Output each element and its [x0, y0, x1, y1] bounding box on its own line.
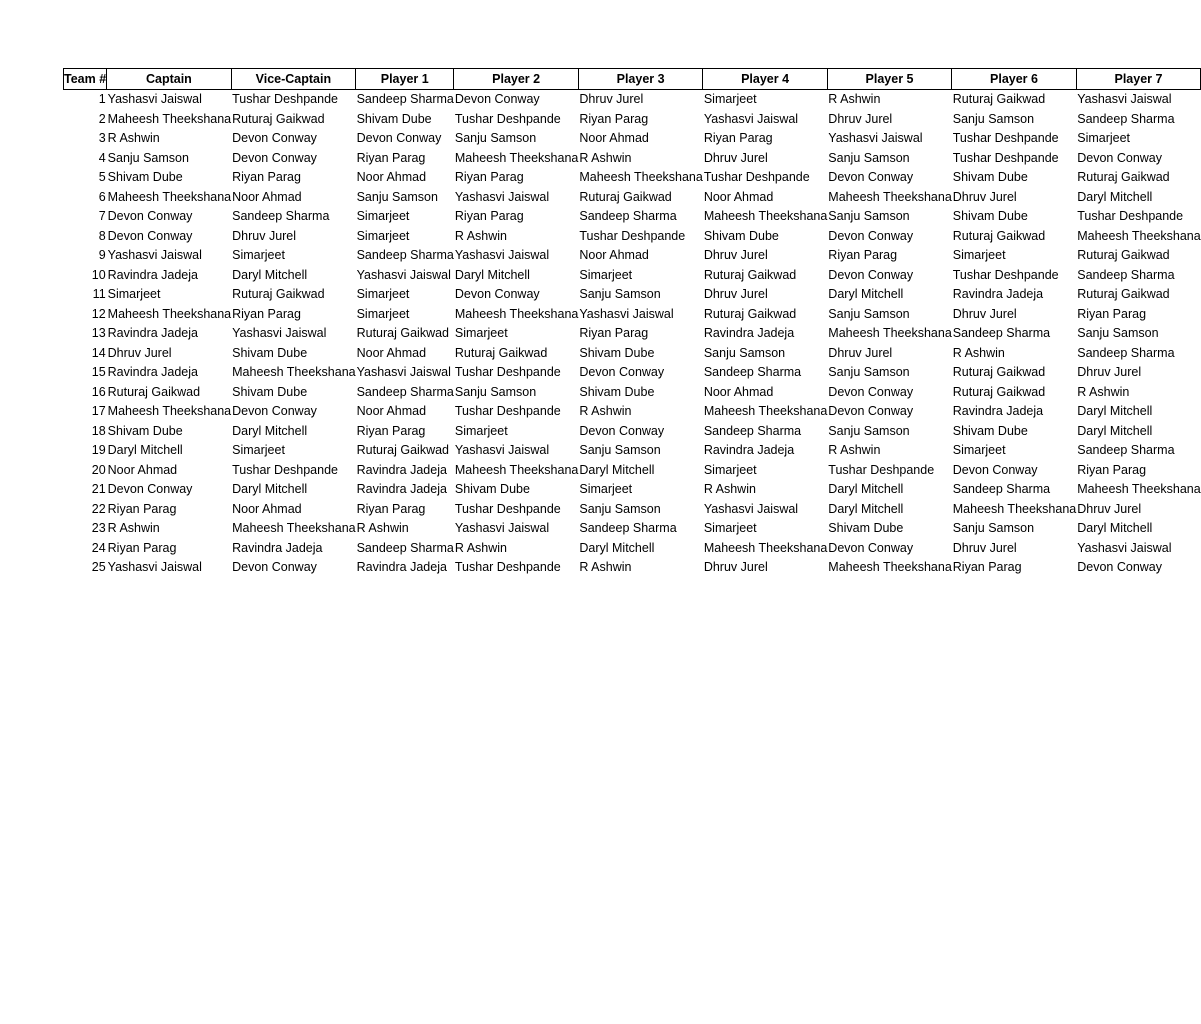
table-cell: Maheesh Theekshana — [828, 560, 952, 575]
table-cell: Ravindra Jadeja — [107, 326, 198, 341]
table-cell: Noor Ahmad — [579, 131, 649, 146]
table-cell: Daryl Mitchell — [828, 482, 904, 497]
table-cell: Dhruv Jurel — [952, 189, 1017, 204]
team-number-cell: 2 — [98, 111, 106, 126]
table-row — [64, 168, 1201, 188]
table-row — [64, 324, 1201, 344]
table-cell: Sanju Samson — [454, 384, 537, 399]
table-cell: Devon Conway — [232, 131, 317, 146]
table-cell: Maheesh Theekshana — [107, 189, 232, 204]
table-cell: Shivam Dube — [454, 482, 530, 497]
header-player-1: Player 1 — [356, 69, 454, 90]
table-cell: Yashasvi Jaiswal — [454, 443, 550, 458]
table-cell: Noor Ahmad — [703, 384, 774, 399]
table-cell: Daryl Mitchell — [828, 287, 904, 302]
table-cell: Sandeep Sharma — [579, 209, 677, 224]
header-vice-captain: Vice-Captain — [231, 69, 355, 90]
table-cell: Riyan Parag — [454, 209, 524, 224]
spreadsheet — [63, 68, 1201, 578]
table-cell: Sanju Samson — [828, 306, 910, 321]
table-cell: Sandeep Sharma — [579, 521, 677, 536]
table-cell: R Ashwin — [579, 404, 632, 419]
table-cell: Daryl Mitchell — [232, 267, 308, 282]
team-number-cell: 19 — [91, 443, 106, 458]
table-cell: Sanju Samson — [828, 209, 910, 224]
table-cell: Noor Ahmad — [356, 345, 427, 360]
table-cell: Sanju Samson — [828, 423, 910, 438]
table-cell: Tushar Deshpande — [232, 462, 338, 477]
table-cell: Shivam Dube — [356, 111, 432, 126]
table-cell: Riyan Parag — [1077, 306, 1147, 321]
table-cell: Ravindra Jadeja — [703, 326, 795, 341]
table-cell: Maheesh Theekshana — [454, 150, 579, 165]
table-cell: Simarjeet — [1077, 131, 1131, 146]
table-cell: Daryl Mitchell — [1077, 404, 1153, 419]
header-row — [64, 69, 1201, 90]
table-cell: Sandeep Sharma — [356, 248, 454, 263]
table-cell: Devon Conway — [952, 462, 1038, 477]
table-row — [64, 90, 1201, 110]
table-cell: R Ashwin — [579, 560, 632, 575]
table-cell: Simarjeet — [454, 326, 508, 341]
table-cell: Ruturaj Gaikwad — [703, 306, 797, 321]
team-number-cell: 13 — [91, 326, 106, 341]
table-cell: Dhruv Jurel — [703, 248, 768, 263]
table-cell: Dhruv Jurel — [952, 306, 1017, 321]
table-cell: Shivam Dube — [952, 423, 1028, 438]
table-cell: Daryl Mitchell — [1077, 423, 1153, 438]
table-cell: Noor Ahmad — [232, 501, 302, 516]
table-cell: Tushar Deshpande — [454, 404, 561, 419]
team-number-cell: 20 — [91, 462, 106, 477]
table-cell: Maheesh Theekshana — [454, 306, 579, 321]
team-number-cell: 9 — [98, 248, 106, 263]
team-number-cell: 25 — [91, 560, 106, 575]
table-cell: Sandeep Sharma — [952, 326, 1051, 341]
table-row — [64, 129, 1201, 149]
table-cell: Dhruv Jurel — [703, 560, 768, 575]
table-cell: Riyan Parag — [579, 326, 649, 341]
table-cell: Shivam Dube — [232, 345, 308, 360]
table-cell: Ravindra Jadeja — [232, 540, 323, 555]
table-cell: Yashasvi Jaiswal — [454, 248, 550, 263]
table-row — [64, 285, 1201, 305]
table-cell: Dhruv Jurel — [579, 92, 644, 107]
table-cell: Ravindra Jadeja — [107, 267, 198, 282]
table-cell: Ravindra Jadeja — [356, 560, 447, 575]
table-cell: Daryl Mitchell — [828, 501, 904, 516]
table-cell: Riyan Parag — [356, 501, 426, 516]
table-cell: Maheesh Theekshana — [579, 170, 703, 185]
table-cell: Simarjeet — [232, 443, 285, 458]
table-cell: R Ashwin — [828, 443, 881, 458]
table-row — [64, 363, 1201, 383]
table-cell: Dhruv Jurel — [703, 287, 768, 302]
table-cell: Yashasvi Jaiswal — [454, 521, 550, 536]
table-cell: Maheesh Theekshana — [107, 111, 232, 126]
header-player-3: Player 3 — [578, 69, 702, 90]
table-row — [64, 539, 1201, 559]
table-cell: Maheesh Theekshana — [454, 462, 579, 477]
table-body — [64, 90, 1201, 578]
table-cell: Riyan Parag — [107, 540, 177, 555]
table-cell: Devon Conway — [828, 267, 914, 282]
table-cell: Sanju Samson — [579, 287, 661, 302]
table-cell: Dhruv Jurel — [828, 111, 893, 126]
table-cell: Sanju Samson — [828, 365, 910, 380]
table-cell: Yashasvi Jaiswal — [828, 131, 923, 146]
table-cell: Ravindra Jadeja — [356, 482, 447, 497]
table-cell: Ruturaj Gaikwad — [952, 92, 1046, 107]
table-cell: Yashasvi Jaiswal — [232, 326, 327, 341]
table-cell: Tushar Deshpande — [828, 462, 935, 477]
table-cell: Ruturaj Gaikwad — [356, 326, 449, 341]
team-number-cell: 7 — [98, 209, 106, 224]
header-player-7: Player 7 — [1076, 69, 1200, 90]
table-cell: Devon Conway — [356, 131, 442, 146]
team-number-cell: 1 — [98, 92, 106, 107]
table-cell: Yashasvi Jaiswal — [1077, 92, 1172, 107]
table-cell: Yashasvi Jaiswal — [703, 111, 799, 126]
table-cell: Devon Conway — [454, 92, 540, 107]
table-cell: Daryl Mitchell — [579, 462, 655, 477]
table-row — [64, 149, 1201, 169]
table-cell: Riyan Parag — [356, 423, 426, 438]
table-cell: R Ashwin — [356, 521, 409, 536]
table-cell: Tushar Deshpande — [1077, 209, 1184, 224]
table-cell: Riyan Parag — [703, 131, 773, 146]
table-cell: Tushar Deshpande — [454, 560, 561, 575]
table-cell: Shivam Dube — [703, 228, 779, 243]
table-cell: Ravindra Jadeja — [952, 287, 1044, 302]
table-cell: Sanju Samson — [1077, 326, 1159, 341]
table-cell: R Ashwin — [952, 345, 1005, 360]
table-row — [64, 344, 1201, 364]
table-cell: Shivam Dube — [107, 423, 183, 438]
table-row — [64, 246, 1201, 266]
team-number-cell: 16 — [91, 384, 106, 399]
table-cell: Sandeep Sharma — [356, 540, 454, 555]
table-cell: Devon Conway — [1077, 560, 1162, 575]
table-cell: Dhruv Jurel — [828, 345, 893, 360]
table-cell: Daryl Mitchell — [1077, 521, 1153, 536]
table-cell: Devon Conway — [107, 482, 193, 497]
table-cell: Ruturaj Gaikwad — [1077, 287, 1170, 302]
team-number-cell: 6 — [98, 189, 106, 204]
table-cell: Shivam Dube — [952, 209, 1028, 224]
table-cell: Maheesh Theekshana — [703, 540, 828, 555]
table-cell: Shivam Dube — [579, 384, 655, 399]
table-cell: Ravindra Jadeja — [107, 365, 198, 380]
table-cell: Devon Conway — [454, 287, 540, 302]
table-cell: Simarjeet — [454, 423, 508, 438]
table-cell: Maheesh Theekshana — [1077, 228, 1201, 243]
table-cell: Dhruv Jurel — [703, 150, 768, 165]
table-cell: Noor Ahmad — [703, 189, 774, 204]
table-header — [64, 69, 1201, 90]
table-row — [64, 402, 1201, 422]
team-number-cell: 14 — [91, 345, 106, 360]
table-cell: Devon Conway — [232, 404, 317, 419]
table-cell: Ravindra Jadeja — [703, 443, 795, 458]
table-cell: Devon Conway — [232, 560, 317, 575]
table-row — [64, 188, 1201, 208]
table-cell: Dhruv Jurel — [107, 345, 172, 360]
table-cell: Maheesh Theekshana — [232, 365, 356, 380]
table-cell: Yashasvi Jaiswal — [107, 560, 202, 575]
table-cell: Ruturaj Gaikwad — [1077, 248, 1170, 263]
table-cell: Sandeep Sharma — [1077, 267, 1175, 282]
table-cell: Maheesh Theekshana — [232, 521, 356, 536]
table-cell: Devon Conway — [828, 404, 914, 419]
table-cell: Noor Ahmad — [579, 248, 649, 263]
table-row — [64, 110, 1201, 130]
table-cell: Daryl Mitchell — [232, 423, 308, 438]
table-cell: Ravindra Jadeja — [952, 404, 1044, 419]
table-cell: R Ashwin — [579, 150, 632, 165]
table-cell: Noor Ahmad — [107, 462, 178, 477]
team-number-cell: 24 — [91, 540, 106, 555]
table-cell: Simarjeet — [356, 228, 410, 243]
table-row — [64, 422, 1201, 442]
table-cell: R Ashwin — [107, 131, 160, 146]
table-cell: Simarjeet — [232, 248, 285, 263]
table-cell: Sandeep Sharma — [1077, 111, 1175, 126]
table-row — [64, 383, 1201, 403]
table-cell: Sandeep Sharma — [703, 365, 802, 380]
table-cell: Maheesh Theekshana — [828, 326, 952, 341]
team-number-cell: 8 — [98, 228, 106, 243]
table-cell: R Ashwin — [1077, 384, 1130, 399]
table-cell: Simarjeet — [952, 443, 1006, 458]
table-cell: Shivam Dube — [579, 345, 655, 360]
table-cell: Sandeep Sharma — [356, 384, 454, 399]
table-cell: Riyan Parag — [107, 501, 177, 516]
table-cell: Simarjeet — [703, 92, 757, 107]
table-cell: Ruturaj Gaikwad — [579, 189, 672, 204]
table-cell: R Ashwin — [454, 228, 507, 243]
table-cell: Yashasvi Jaiswal — [579, 306, 674, 321]
table-cell: Riyan Parag — [356, 150, 426, 165]
table-cell: Daryl Mitchell — [1077, 189, 1153, 204]
table-row — [64, 207, 1201, 227]
table-cell: Riyan Parag — [828, 248, 898, 263]
table-cell: Tushar Deshpande — [579, 228, 686, 243]
table-cell: Simarjeet — [703, 462, 757, 477]
table-row — [64, 558, 1201, 578]
table-cell: Devon Conway — [828, 540, 914, 555]
header-captain: Captain — [107, 69, 231, 90]
table-cell: Ruturaj Gaikwad — [232, 111, 325, 126]
table-cell: Yashasvi Jaiswal — [356, 267, 451, 282]
table-cell: Shivam Dube — [828, 521, 904, 536]
table-cell: Ruturaj Gaikwad — [232, 287, 325, 302]
table-cell: R Ashwin — [454, 540, 507, 555]
table-row — [64, 461, 1201, 481]
table-cell: Riyan Parag — [579, 111, 649, 126]
team-number-cell: 4 — [98, 150, 106, 165]
table-cell: Sanju Samson — [454, 131, 537, 146]
table-cell: Tushar Deshpande — [952, 150, 1059, 165]
table-cell: Sanju Samson — [356, 189, 438, 204]
table-cell: Tushar Deshpande — [952, 267, 1059, 282]
team-number-cell: 3 — [98, 131, 106, 146]
table-cell: Riyan Parag — [952, 560, 1022, 575]
table-cell: Simarjeet — [356, 306, 410, 321]
table-cell: Devon Conway — [107, 209, 193, 224]
table-cell: Ruturaj Gaikwad — [1077, 170, 1170, 185]
header-team-number: Team # — [64, 69, 107, 90]
table-cell: Riyan Parag — [232, 170, 301, 185]
table-cell: R Ashwin — [703, 482, 756, 497]
table-cell: Devon Conway — [232, 150, 317, 165]
table-cell: R Ashwin — [107, 521, 160, 536]
table-cell: Shivam Dube — [232, 384, 308, 399]
table-cell: Sanju Samson — [952, 521, 1035, 536]
table-cell: Maheesh Theekshana — [703, 404, 828, 419]
header-player-5: Player 5 — [827, 69, 951, 90]
team-number-cell: 22 — [91, 501, 106, 516]
table-cell: Maheesh Theekshana — [703, 209, 828, 224]
table-cell: Ruturaj Gaikwad — [703, 267, 797, 282]
table-cell: Devon Conway — [1077, 150, 1162, 165]
header-player-2: Player 2 — [454, 69, 578, 90]
table-cell: Sanju Samson — [703, 345, 786, 360]
table-cell: Noor Ahmad — [356, 170, 427, 185]
table-cell: Sanju Samson — [828, 150, 910, 165]
table-cell: Ruturaj Gaikwad — [952, 228, 1046, 243]
table-cell: Tushar Deshpande — [952, 131, 1059, 146]
table-row — [64, 305, 1201, 325]
teams-table — [63, 68, 1201, 578]
table-cell: Dhruv Jurel — [232, 228, 297, 243]
table-cell: Shivam Dube — [107, 170, 183, 185]
table-cell: Sandeep Sharma — [356, 92, 454, 107]
table-cell: Dhruv Jurel — [1077, 501, 1142, 516]
table-cell: Sandeep Sharma — [952, 482, 1051, 497]
table-cell: Devon Conway — [828, 228, 914, 243]
team-number-cell: 17 — [91, 404, 106, 419]
table-cell: Yashasvi Jaiswal — [107, 248, 202, 263]
table-cell: Devon Conway — [828, 170, 914, 185]
table-row — [64, 519, 1201, 539]
team-number-cell: 23 — [91, 521, 106, 536]
table-cell: Shivam Dube — [952, 170, 1028, 185]
table-cell: Noor Ahmad — [232, 189, 302, 204]
table-cell: Yashasvi Jaiswal — [356, 365, 451, 380]
team-number-cell: 21 — [91, 482, 106, 497]
table-cell: Sanju Samson — [952, 111, 1035, 126]
table-cell: Yashasvi Jaiswal — [454, 189, 550, 204]
table-cell: Ruturaj Gaikwad — [952, 365, 1046, 380]
header-player-4: Player 4 — [703, 69, 827, 90]
table-row — [64, 441, 1201, 461]
team-number-cell: 18 — [91, 423, 106, 438]
table-cell: Sanju Samson — [107, 150, 189, 165]
table-cell: Riyan Parag — [232, 306, 301, 321]
table-cell: Daryl Mitchell — [579, 540, 655, 555]
table-cell: Dhruv Jurel — [952, 540, 1017, 555]
team-number-cell: 12 — [91, 306, 106, 321]
table-cell: Riyan Parag — [1077, 462, 1147, 477]
table-cell: Maheesh Theekshana — [828, 189, 952, 204]
table-cell: Yashasvi Jaiswal — [107, 92, 202, 107]
table-cell: Maheesh Theekshana — [952, 501, 1077, 516]
header-player-6: Player 6 — [952, 69, 1076, 90]
table-cell: Simarjeet — [356, 209, 410, 224]
table-cell: Sandeep Sharma — [1077, 443, 1175, 458]
team-number-cell: 10 — [91, 267, 106, 282]
table-cell: Ruturaj Gaikwad — [952, 384, 1046, 399]
table-cell: Sandeep Sharma — [232, 209, 330, 224]
table-cell: Tushar Deshpande — [232, 92, 338, 107]
table-cell: Daryl Mitchell — [232, 482, 308, 497]
table-cell: Devon Conway — [828, 384, 914, 399]
table-cell: Simarjeet — [356, 287, 410, 302]
table-cell: Simarjeet — [952, 248, 1006, 263]
table-cell: Riyan Parag — [454, 170, 524, 185]
table-cell: Devon Conway — [579, 365, 665, 380]
table-cell: Simarjeet — [579, 482, 633, 497]
table-cell: R Ashwin — [828, 92, 881, 107]
table-cell: Dhruv Jurel — [1077, 365, 1142, 380]
team-number-cell: 5 — [98, 170, 106, 185]
team-number-cell: 15 — [91, 365, 106, 380]
table-cell: Ruturaj Gaikwad — [107, 384, 201, 399]
table-cell: Yashasvi Jaiswal — [703, 501, 799, 516]
table-cell: Ruturaj Gaikwad — [356, 443, 449, 458]
table-cell: Maheesh Theekshana — [107, 306, 232, 321]
table-cell: Simarjeet — [703, 521, 757, 536]
table-cell: Maheesh Theekshana — [1077, 482, 1201, 497]
table-cell: Sandeep Sharma — [1077, 345, 1175, 360]
table-cell: Daryl Mitchell — [107, 443, 183, 458]
table-cell: Daryl Mitchell — [454, 267, 530, 282]
table-cell: Ruturaj Gaikwad — [454, 345, 548, 360]
table-cell: Devon Conway — [579, 423, 665, 438]
table-cell: Simarjeet — [107, 287, 161, 302]
team-number-cell: 11 — [92, 287, 106, 302]
table-cell: Tushar Deshpande — [703, 170, 810, 185]
table-cell: Sanju Samson — [579, 443, 661, 458]
table-cell: Noor Ahmad — [356, 404, 427, 419]
table-cell: Sandeep Sharma — [703, 423, 802, 438]
table-row — [64, 500, 1201, 520]
table-cell: Tushar Deshpande — [454, 111, 561, 126]
table-cell: Tushar Deshpande — [454, 365, 561, 380]
table-cell: Ravindra Jadeja — [356, 462, 447, 477]
table-cell: Sanju Samson — [579, 501, 661, 516]
table-row — [64, 227, 1201, 247]
table-row — [64, 480, 1201, 500]
table-cell: Tushar Deshpande — [454, 501, 561, 516]
table-cell: Maheesh Theekshana — [107, 404, 232, 419]
table-cell: Devon Conway — [107, 228, 193, 243]
table-cell: Simarjeet — [579, 267, 633, 282]
table-cell: Yashasvi Jaiswal — [1077, 540, 1172, 555]
table-row — [64, 266, 1201, 286]
